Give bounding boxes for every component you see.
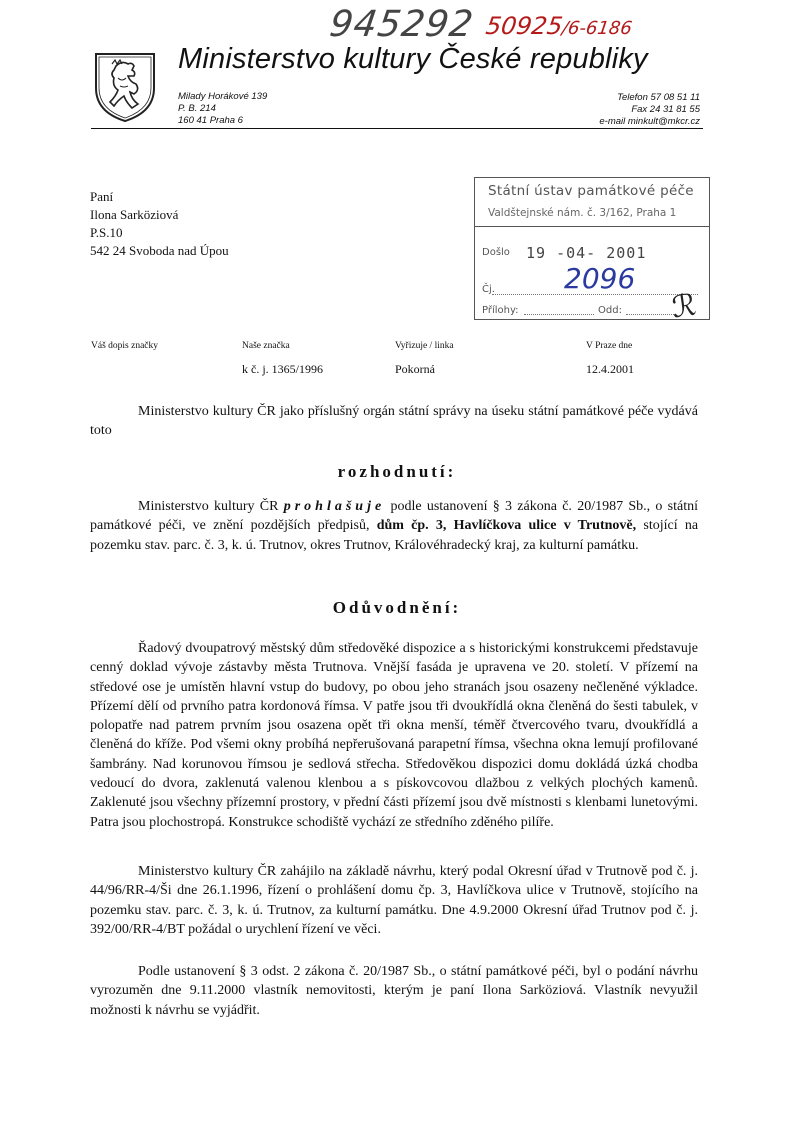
address-line: Milady Horákové 139 — [178, 91, 268, 102]
handled-by-value: Pokorná — [395, 362, 435, 376]
ministry-address — [178, 91, 267, 127]
decision-lead: Ministerstvo kultury ČR — [138, 499, 279, 514]
your-reference-label: Váš dopis značky — [91, 341, 159, 351]
recipient-line: 542 24 Svoboda nad Úpou — [90, 243, 229, 258]
recipient-line: P.S.10 — [90, 225, 123, 240]
stamp-attachments-label: Přílohy: — [482, 305, 519, 316]
decision-text-2: stojící na pozemku stav. parc. č. 3, k. ú. Trutnov, okres Trutnov, Královéhradecký kraj, za kulturní památku. — [90, 518, 699, 553]
decision-text-1: podle ustanovení § 3 zákona č. 20/1987 Sb., o státní památkové péči, ve znění pozdějších předpisů, — [90, 499, 699, 534]
stamp-received-label: Došlo — [482, 247, 510, 258]
stamp-department-label: Odd: — [598, 305, 622, 316]
stamp-dotted-line — [492, 294, 698, 295]
decision-heading: rozhodnutí: — [337, 462, 457, 481]
handwritten-archive-number: 945292 — [327, 4, 477, 45]
contact-phone: Telefon 57 08 51 11 — [617, 92, 700, 103]
decision-building: dům čp. 3, Havlíčkova ulice v Trutnově, — [376, 518, 637, 534]
letter-date: 12.4.2001 — [586, 362, 634, 376]
reasoning-paragraph: Řadový dvoupatrový městský dům středověké dispozice a s historickými konstrukcemi představuje cenný doklad vývoje zástavby města Trutnova. Vnější fasáda je upravena ve 20. století. V přízemí na středové ose je umístěn hlavní vstup do budovy, po obou jeho stranách jsou osazeny nečleněné výkladce. Přízemí dělí od prvního patra kordonová římsa. V patře jsou tři dvoukřídlá okna členěná do šesti tabulek, v polopatře nad patrem prvním jsou osazena opět tři okna menší, téměř čtvercového tvaru, dvoukřídlá a členěná do kříže. Pod všemi okny probíhá nepřerušovaná parapetní římsa, všechna okna lemují profilované šambrány. Nad korunovou římsou je sedlová střecha. Středověkou dispozici domu dokládá úzká chodba vedoucí do dvora, zaklenutá valenou klenbou a s pískovcovou dlažbou z velkých plochých kamenů. Zaklenuté jsou všechny přízemní prostory, v přední části přízemí jsou dvě místnosti s klenbami lunetovými. Patra jsou plochostropá. Konstrukce schodiště vychází ze středního zděného pilíře. — [90, 641, 698, 830]
handwritten-initials: ℛ — [669, 287, 699, 326]
contact-email: e-mail minkult@mkcr.cz — [599, 116, 700, 127]
address-line: 160 41 Praha 6 — [178, 115, 243, 126]
decision-paragraph — [90, 497, 698, 555]
stamp-address: Valdštejnské nám. č. 3/162, Praha 1 — [488, 207, 677, 219]
reasoning-heading: Odůvodnění: — [332, 598, 462, 617]
stamp-dotted-line — [626, 314, 676, 315]
contact-fax: Fax 24 31 81 55 — [631, 104, 700, 115]
handled-by-label: Vyřizuje / linka — [395, 341, 454, 351]
coat-of-arms-icon — [92, 48, 158, 124]
stamp-institution: Státní ústav památkové péče — [488, 183, 694, 199]
stamp-cj-label: Čj. — [482, 284, 495, 295]
stamp-dotted-line — [524, 314, 594, 315]
recipient-address — [90, 188, 229, 260]
received-stamp — [474, 177, 710, 326]
place-date-label: V Praze dne — [586, 341, 633, 351]
handwritten-reference-number — [484, 12, 634, 40]
recipient-line: Ilona Sarköziová — [90, 207, 179, 222]
our-reference-value: k č. j. 1365/1996 — [242, 362, 323, 376]
reasoning-paragraph: Ministerstvo kultury ČR zahájilo na základě návrhu, který podal Okresní úřad v Trutnově pod č. j. 44/96/RR-4/Ši dne 26.1.1996, řízení o prohlášení domu čp. 3, Havlíčkova ulice v Trutnově, stojícího na pozemku stav. parc. č. 3, k. ú. Trutnov, za kulturní památku. Dne 4.9.2000 Okresní úřad Trutnov pod č. j. 392/00/RR-4/BT požádal o urychlení řízení ve věci. — [90, 864, 698, 937]
stamp-received-date: 19 -04- 2001 — [526, 244, 647, 262]
handwritten-reference-main: 50925 — [484, 12, 565, 40]
ministry-contact — [599, 92, 700, 128]
our-reference-label: Naše značka — [242, 341, 290, 351]
intro-paragraph: Ministerstvo kultury ČR jako příslušný orgán státní správy na úseku státní památkové péče vydává toto — [90, 404, 698, 439]
header-divider — [91, 128, 703, 129]
address-line: P. B. 214 — [178, 103, 216, 114]
stamp-handwritten-number: 2096 — [564, 262, 636, 295]
reasoning-paragraph: Podle ustanovení § 3 odst. 2 zákona č. 20/1987 Sb., o státní památkové péči, byl o podání návrhu vyrozuměn dne 9.11.2000 vlastník nemovitosti, kterým je paní Ilona Sarköziová. Vlastník nevyužil možnosti k návrhu se vyjádřit. — [90, 964, 698, 1018]
decision-verb: prohlašuje — [283, 499, 386, 514]
recipient-line: Paní — [90, 189, 114, 204]
handwritten-reference-suffix: /6-6186 — [560, 18, 634, 39]
ministry-name: Ministerstvo kultury České republiky — [178, 43, 648, 75]
